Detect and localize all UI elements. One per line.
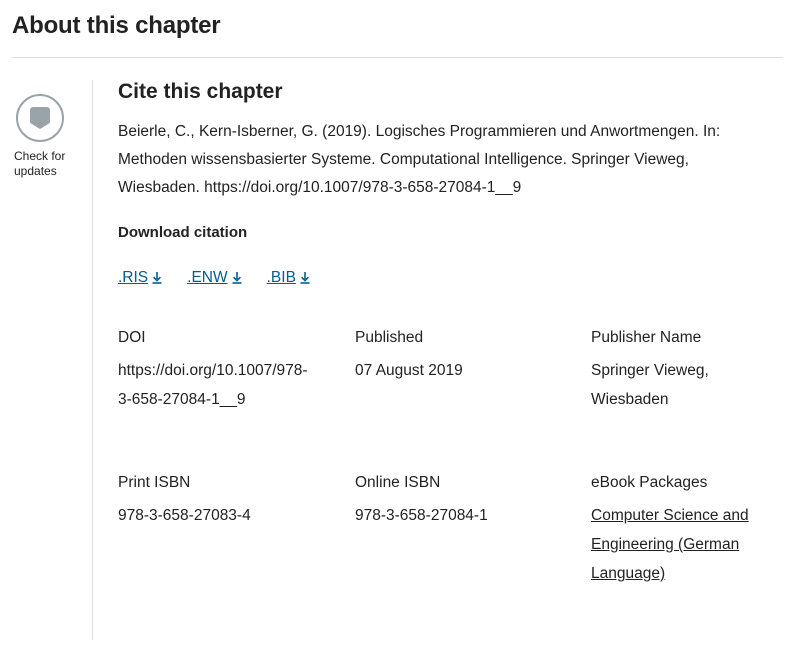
metadata-item-ebook-packages	[591, 472, 775, 588]
check-for-updates-icon[interactable]	[16, 94, 64, 142]
metadata-item-online-isbn	[355, 472, 591, 588]
metadata-label: Publisher Name	[591, 329, 702, 346]
check-for-updates-block[interactable]	[0, 80, 92, 640]
metadata-value: Springer Vieweg, Wiesbaden	[591, 362, 709, 408]
metadata-value: https://doi.org/10.1007/978-3-658-27084-1__9	[118, 362, 308, 408]
metadata-label: eBook Packages	[591, 474, 708, 491]
download-enw-label: .ENW	[187, 269, 228, 286]
metadata-label: DOI	[118, 329, 146, 346]
download-icon	[231, 271, 243, 285]
metadata-label: Online ISBN	[355, 474, 441, 491]
metadata-item-publisher-name	[591, 327, 775, 414]
metadata-item-print-isbn	[118, 472, 355, 588]
download-links	[118, 269, 775, 287]
chapter-metadata-grid	[118, 327, 775, 588]
about-this-chapter-section	[0, 12, 795, 658]
chapter-body	[0, 80, 795, 640]
metadata-value: 978-3-658-27083-4	[118, 507, 251, 524]
metadata-value: 07 August 2019	[355, 362, 463, 379]
download-bib-label: .BIB	[266, 269, 296, 286]
download-ris-link[interactable]	[118, 269, 163, 287]
check-for-updates-caption	[14, 149, 88, 179]
citation-panel	[92, 80, 795, 640]
download-icon	[151, 271, 163, 285]
ebook-packages-link[interactable]: Computer Science and Engineering (German Language)	[591, 507, 749, 582]
citation-text: Beierle, C., Kern-Isberner, G. (2019). Logisches Programmieren und Anwortmengen. In: Methoden wissensbasierter Systeme. Computational Intelligence. Springer Vieweg, Wiesbaden. https://doi.org/10.1007/978-3-658-27084-1__9	[118, 123, 721, 196]
metadata-item-published	[355, 327, 591, 414]
download-bib-link[interactable]	[267, 269, 311, 287]
cite-this-chapter-heading: Cite this chapter	[118, 80, 283, 103]
metadata-item-doi	[118, 327, 355, 414]
metadata-label: Published	[355, 329, 424, 346]
page-title: About this chapter	[12, 12, 221, 39]
metadata-value: 978-3-658-27084-1	[355, 507, 488, 524]
updates-caption-line1: Check for	[14, 149, 66, 163]
title-divider	[12, 57, 783, 58]
download-ris-label: .RIS	[118, 269, 149, 286]
download-enw-link[interactable]	[187, 269, 242, 287]
metadata-label: Print ISBN	[118, 474, 191, 491]
shield-shape	[30, 107, 50, 129]
updates-caption-line2: updates	[14, 164, 57, 178]
download-citation-label: Download citation	[118, 224, 248, 241]
download-icon	[299, 271, 311, 285]
